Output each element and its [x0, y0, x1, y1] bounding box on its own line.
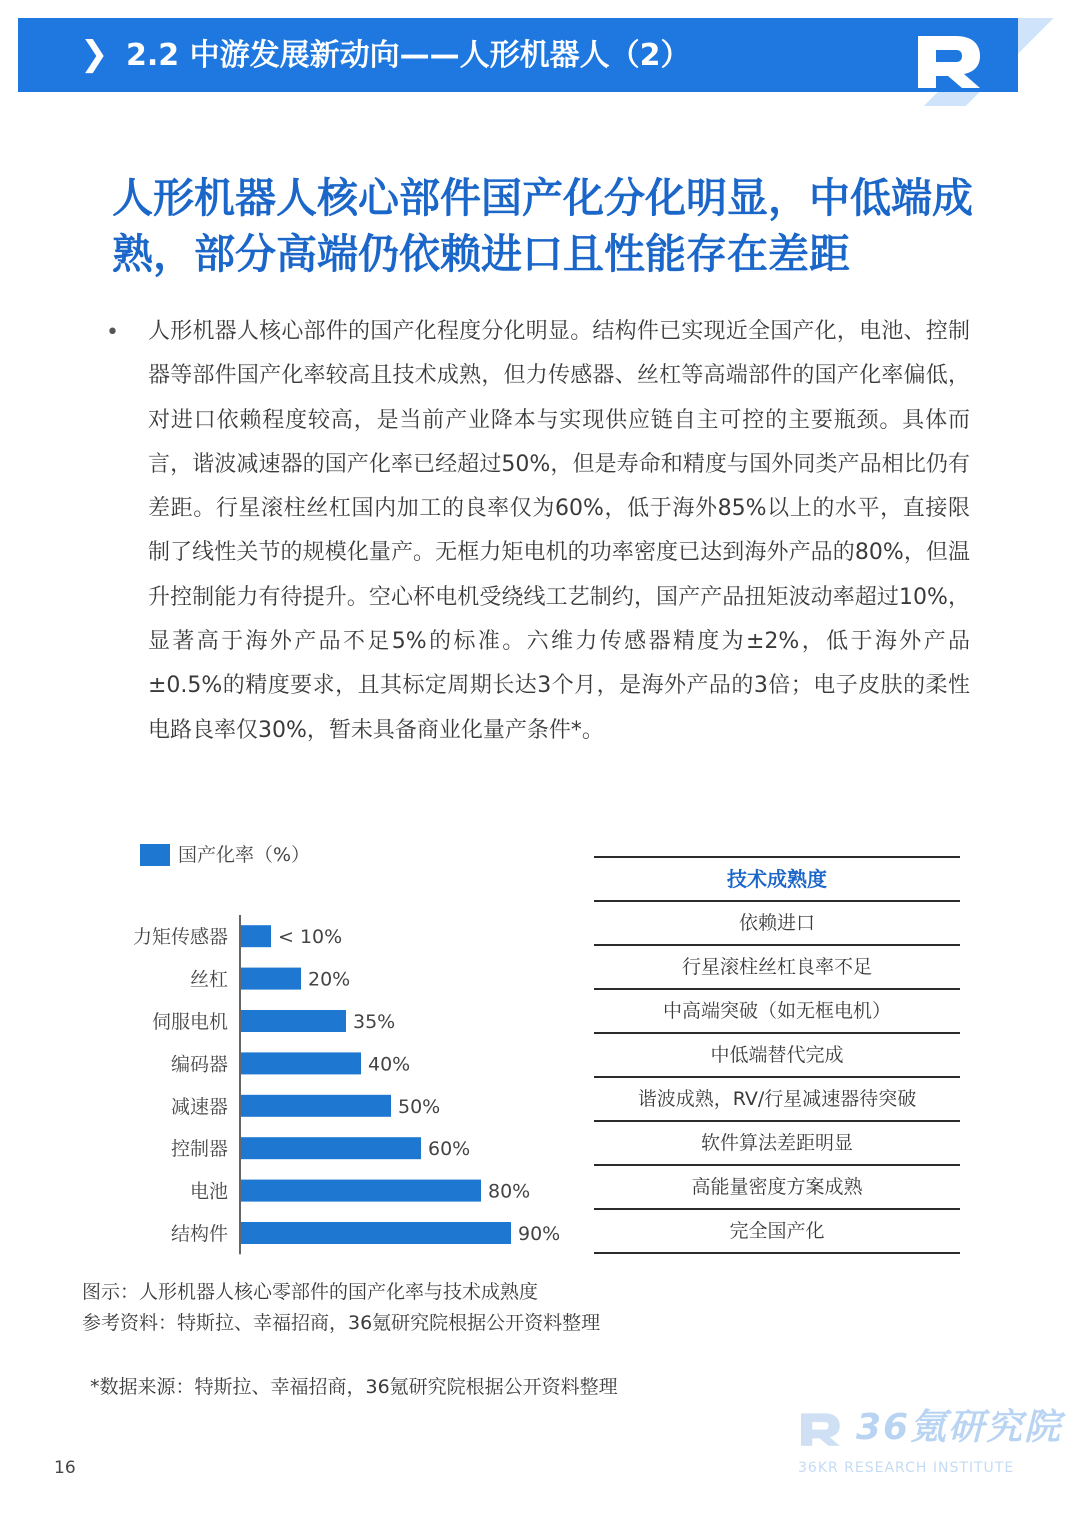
section-title: 2.2 中游发展新动向——人形机器人（2）	[126, 38, 691, 73]
legend-label: 国产化率（%）	[178, 844, 311, 866]
legend-swatch	[140, 844, 170, 866]
category-label: 编码器	[170, 1053, 228, 1076]
bar	[241, 1222, 511, 1244]
category-label: 控制器	[170, 1138, 228, 1161]
body-paragraph: 人形机器人核心部件的国产化程度分化明显。结构件已实现近全国产化，电池、控制器等部件国产化率较高且技术成熟，但力传感器、丝杠等高端部件的国产化率偏低，对进口依赖程度较高，是当前产业降本与实现供应链自主可控的主要瓶颈。具体而言，谐波减速器的国产化率已经超过50%，但是寿命和精度与国外同类产品相比仍有差距。行星滚柱丝杠国内加工的良率仅为60%，低于海外85%以上的水平，直接限制了线性关节的规模化量产。无框力矩电机的功率密度已达到海外产品的80%，但温升控制能力有待提升。空心杯电机受绕线工艺制约，国产产品扭矩波动率超过10%，显著高于海外产品不足5%的标准。六维力传感器精度为±2%，低于海外产品±0.5%的精度要求，且其标定周期长达3个月，是海外产品的3倍；电子皮肤的柔性电路良率仅30%，暂未具备商业化量产条件*。	[148, 319, 970, 743]
bar	[241, 1137, 421, 1159]
page-headline: 人形机器人核心部件国产化分化明显，中低端成熟，部分高端仍依赖进口且性能存在差距	[112, 174, 973, 278]
table-cell: 完全国产化	[729, 1220, 825, 1242]
category-label: 电池	[189, 1180, 228, 1203]
table-cell: 依赖进口	[738, 912, 815, 934]
figure-caption: 图示：人形机器人核心零部件的国产化率与技术成熟度	[82, 1281, 539, 1303]
bar	[241, 925, 271, 947]
bar	[241, 968, 301, 990]
watermark-name: 36氪研究院	[856, 1407, 1063, 1448]
category-label: 伺服电机	[151, 1011, 228, 1033]
bar	[241, 1010, 346, 1032]
table-cell: 中高端突破（如无框电机）	[662, 1000, 891, 1022]
reference-caption: 参考资料：特斯拉、幸福招商，36氪研究院根据公开资料整理	[82, 1312, 601, 1334]
bar	[241, 1095, 391, 1117]
data-label: 50%	[398, 1095, 441, 1118]
table-cell: 软件算法差距明显	[700, 1132, 853, 1154]
bar	[241, 1052, 361, 1074]
category-label: 结构件	[170, 1223, 228, 1245]
page-number: 16	[54, 1458, 76, 1478]
category-label: 减速器	[170, 1095, 228, 1118]
data-label: 60%	[428, 1138, 471, 1161]
table-rule	[594, 1252, 960, 1254]
watermark-subtitle: 36KR RESEARCH INSTITUTE	[798, 1460, 1015, 1476]
watermark-logo-icon	[796, 1406, 846, 1452]
data-label: < 10%	[278, 926, 343, 949]
data-label: 80%	[488, 1180, 531, 1203]
r-logo-icon	[910, 30, 990, 92]
table-cell: 高能量密度方案成熟	[691, 1176, 863, 1198]
bullet-marker: •	[106, 320, 119, 345]
category-label: 力矩传感器	[132, 926, 228, 949]
data-label: 35%	[353, 1011, 396, 1033]
data-label: 40%	[368, 1053, 411, 1076]
table-cell: 中低端替代完成	[710, 1044, 844, 1066]
table-cell: 谐波成熟，RV/行星减速器待突破	[637, 1088, 917, 1110]
table-header: 技术成熟度	[727, 867, 827, 891]
category-label: 丝杠	[189, 968, 228, 991]
data-label: 20%	[308, 968, 351, 991]
data-source-footnote: *数据来源：特斯拉、幸福招商，36氪研究院根据公开资料整理	[90, 1376, 618, 1398]
table-cell: 行星滚柱丝杠良率不足	[681, 956, 872, 978]
bar	[241, 1180, 481, 1202]
chevron-right-icon: ❯	[80, 34, 109, 74]
data-label: 90%	[518, 1223, 561, 1245]
localization-rate-bar-chart	[0, 900, 590, 1270]
